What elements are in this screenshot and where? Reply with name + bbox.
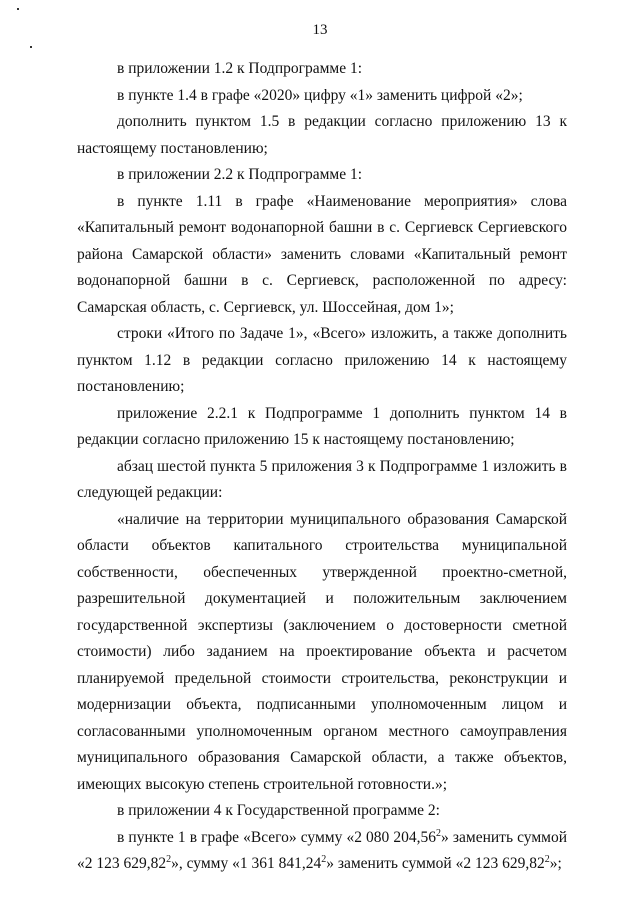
paragraph: в пункте 1.4 в графе «2020» цифру «1» заменить цифрой «2»;: [117, 86, 523, 104]
scan-speck: [17, 8, 19, 10]
text-run: в пункте 1 в графе «Всего» сумму «2 080 204,56: [117, 828, 437, 846]
paragraph-with-superscripts: [77, 825, 567, 878]
paragraph: дополнить пунктом 1.5 в редакции согласно приложению 13 к настоящему постановлению;: [77, 113, 567, 157]
text-run: »;: [549, 855, 562, 872]
document-body: [77, 56, 567, 878]
paragraph: в приложении 4 к Государственной программе 2:: [117, 802, 440, 819]
paragraph: в приложении 1.2 к Подпрограмме 1:: [117, 60, 363, 77]
text-run: », сумму «1 361 841,24: [171, 855, 322, 872]
superscript: 2: [321, 854, 327, 865]
text-run: » заменить суммой «2 123 629,82: [326, 855, 545, 872]
paragraph: приложение 2.2.1 к Подпрограмме 1 дополнить пунктом 14 в редакции согласно приложению 15 к настоящему постановлению;: [77, 404, 567, 448]
paragraph: абзац шестой пункта 5 приложения 3 к Подпрограмме 1 изложить в следующей редакции:: [77, 457, 567, 501]
scan-speck: [30, 46, 32, 48]
superscript: 2: [544, 854, 550, 865]
quoted-paragraph: «наличие на территории муниципального образования Самарской области объектов капитального строительства муниципальной собственности, обеспеченных утвержденной проектно-сметной, разрешительной документацией и положительным заключением государственной экспертизы (заключением о достоверности сметной стоимости) либо заданием на проектирование объекта и расчетом планируемой предельной стоимости строительства, реконструкции и модернизации объекта, подписанными уполномоченным лицом и согласованными уполномоченным органом местного самоуправления муниципального образования Самарской области, а также объектов, имеющих высокую степень строительной готовности.»;: [77, 510, 567, 793]
paragraph: в приложении 2.2 к Подпрограмме 1:: [117, 166, 363, 183]
text-run: » заменить суммой «2 123 629,82: [77, 828, 567, 872]
page-number: 13: [312, 22, 328, 38]
paragraph: в пункте 1.11 в графе «Наименование мероприятия» слова «Капитальный ремонт водонапорной башни в с. Сергиевск Сергиевского района Самарской области» заменить словами «Капитальный ремонт водонапорной башни в с. Сергиевск, расположенной по адресу: Самарская область, с. Сергиевск, ул. Шоссейная, дом 1»;: [77, 192, 567, 316]
superscript: 2: [166, 854, 172, 865]
superscript: 2: [436, 827, 442, 839]
paragraph: строки «Итого по Задаче 1», «Всего» изложить, а также дополнить пунктом 1.12 в редакции согласно приложению 14 к настоящему постановлению;: [77, 325, 567, 395]
